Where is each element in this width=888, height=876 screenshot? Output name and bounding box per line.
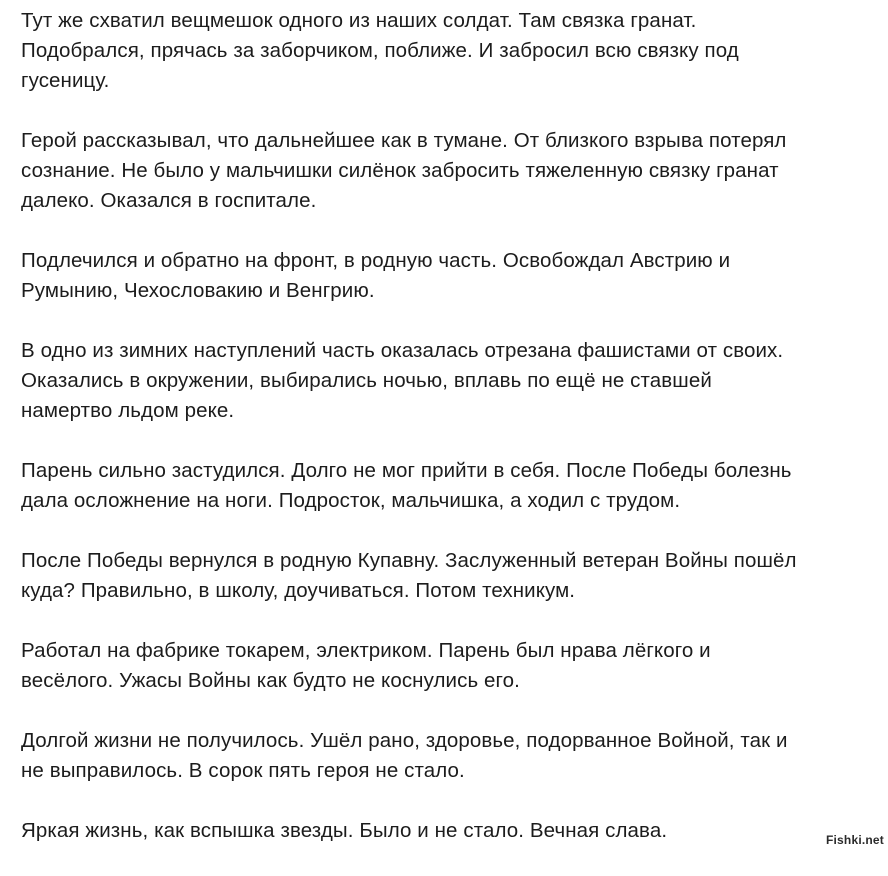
text-line: В одно из зимних наступлений часть оказалась отрезана фашистами от своих. bbox=[21, 339, 784, 362]
text-line: далеко. Оказался в госпитале. bbox=[21, 189, 317, 212]
text-line: намертво льдом реке. bbox=[21, 399, 235, 422]
paragraph-7 bbox=[21, 636, 881, 696]
paragraph-9 bbox=[21, 816, 881, 846]
paragraph-8 bbox=[21, 726, 881, 786]
text-line: Герой рассказывал, что дальнейшее как в тумане. От близкого взрыва потерял bbox=[21, 129, 787, 152]
text-line: сознание. Не было у мальчишки силёнок забросить тяжеленную связку гранат bbox=[21, 159, 779, 182]
text-line: Долгой жизни не получилось. Ушёл рано, здоровье, подорванное Войной, так и bbox=[21, 729, 788, 752]
paragraph-2 bbox=[21, 126, 881, 216]
text-line: Подобрался, прячась за заборчиком, поближе. И забросил всю связку под bbox=[21, 39, 739, 62]
text-line: Парень сильно застудился. Долго не мог прийти в себя. После Победы болезнь bbox=[21, 459, 792, 482]
text-line: Оказались в окружении, выбирались ночью, вплавь по ещё не ставшей bbox=[21, 369, 712, 392]
article-text bbox=[21, 6, 881, 876]
text-line: Румынию, Чехословакию и Венгрию. bbox=[21, 279, 375, 302]
text-line: гусеницу. bbox=[21, 69, 110, 92]
paragraph-6 bbox=[21, 546, 881, 606]
paragraph-1 bbox=[21, 6, 881, 96]
text-line: Подлечился и обратно на фронт, в родную часть. Освобождал Австрию и bbox=[21, 249, 731, 272]
site-watermark: Fishki.net bbox=[825, 833, 884, 847]
text-line: Яркая жизнь, как вспышка звезды. Было и не стало. Вечная слава. bbox=[21, 819, 668, 842]
text-line: дала осложнение на ноги. Подросток, мальчишка, а ходил с трудом. bbox=[21, 489, 681, 512]
paragraph-4 bbox=[21, 336, 881, 426]
text-line: После Победы вернулся в родную Купавну. Заслуженный ветеран Войны пошёл bbox=[21, 549, 797, 572]
text-line: не выправилось. В сорок пять героя не стало. bbox=[21, 759, 465, 782]
text-line: Тут же схватил вещмешок одного из наших солдат. Там связка гранат. bbox=[21, 9, 697, 32]
paragraph-3 bbox=[21, 246, 881, 306]
text-line: весёлого. Ужасы Войны как будто не коснулись его. bbox=[21, 669, 520, 692]
text-line: куда? Правильно, в школу, доучиваться. Потом техникум. bbox=[21, 579, 576, 602]
text-line: Работал на фабрике токарем, электриком. Парень был нрава лёгкого и bbox=[21, 639, 711, 662]
paragraph-5 bbox=[21, 456, 881, 516]
